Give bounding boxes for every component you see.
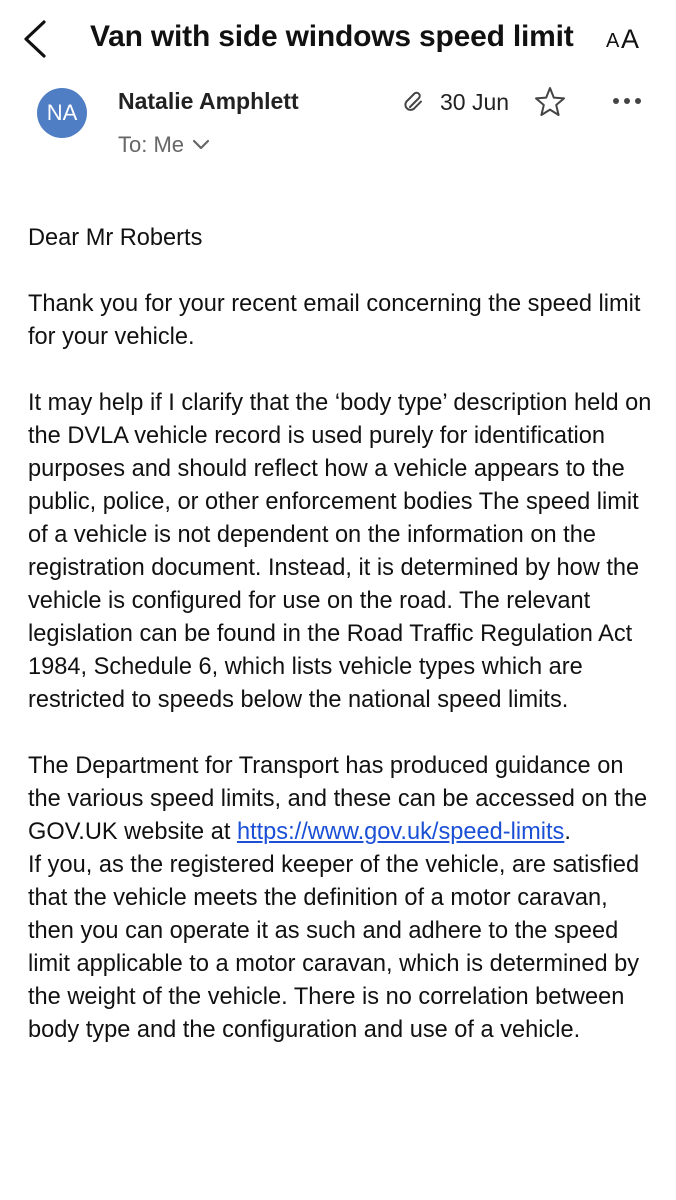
speed-limits-link[interactable]: https://www.gov.uk/speed-limits (236, 819, 565, 845)
email-subject: Van with side windows speed limit (90, 20, 574, 53)
recipient-toggle[interactable] (118, 132, 210, 158)
email-greeting: Dear Mr Roberts (28, 225, 203, 251)
text-size-large-glyph: A (621, 24, 640, 54)
back-button[interactable] (16, 14, 56, 64)
email-paragraph-4: If you, as the registered keeper of the vehicle, are satisfied that the vehicle meets the definition of a motor caravan, then you can operate it as such and adhere to the speed limit applicable to a motor caravan, which is determined by the weight of the vehicle. There is no correlation between body type and the configuration and use of a vehicle. (28, 852, 640, 1043)
email-paragraph-2: It may help if I clarify that the ‘body type’ description held on the DVLA vehicle record is used purely for identification purposes and should reflect how a vehicle appears to the public, police, or other enforcement bodies The speed limit of a vehicle is not dependent on the information on the registration document. Instead, it is determined by how the vehicle is configured for use on the road. The relevant legislation can be found in the Road Traffic Regulation Act 1984, Schedule 6, which lists vehicle types which are restricted to speeds below the national speed limits. (28, 390, 652, 713)
paperclip-icon (402, 89, 426, 115)
top-bar (0, 0, 676, 80)
text-size-small-glyph: A (606, 30, 620, 52)
email-body (28, 222, 652, 1047)
chevron-down-icon (192, 139, 210, 151)
paragraph-3-text: The Department for Transport has produced guidance on the various speed limits, and these can be accessed on the GOV.UK website at (28, 753, 648, 845)
star-button[interactable] (533, 85, 567, 119)
recipient-label: To: Me (118, 132, 185, 157)
text-size-button[interactable] (604, 22, 650, 56)
more-options-button[interactable] (610, 90, 644, 112)
star-icon (533, 85, 567, 119)
chevron-left-icon (16, 14, 56, 64)
paragraph-3-end: . (564, 819, 571, 845)
email-paragraph-1: Thank you for your recent email concerning the speed limit for your vehicle. (28, 291, 641, 350)
email-paragraph-3 (28, 750, 652, 849)
email-date: 30 Jun (440, 89, 510, 115)
sender-avatar: NA (37, 88, 87, 138)
sender-name[interactable]: Natalie Amphlett (118, 88, 299, 114)
more-dots-icon (610, 90, 644, 112)
